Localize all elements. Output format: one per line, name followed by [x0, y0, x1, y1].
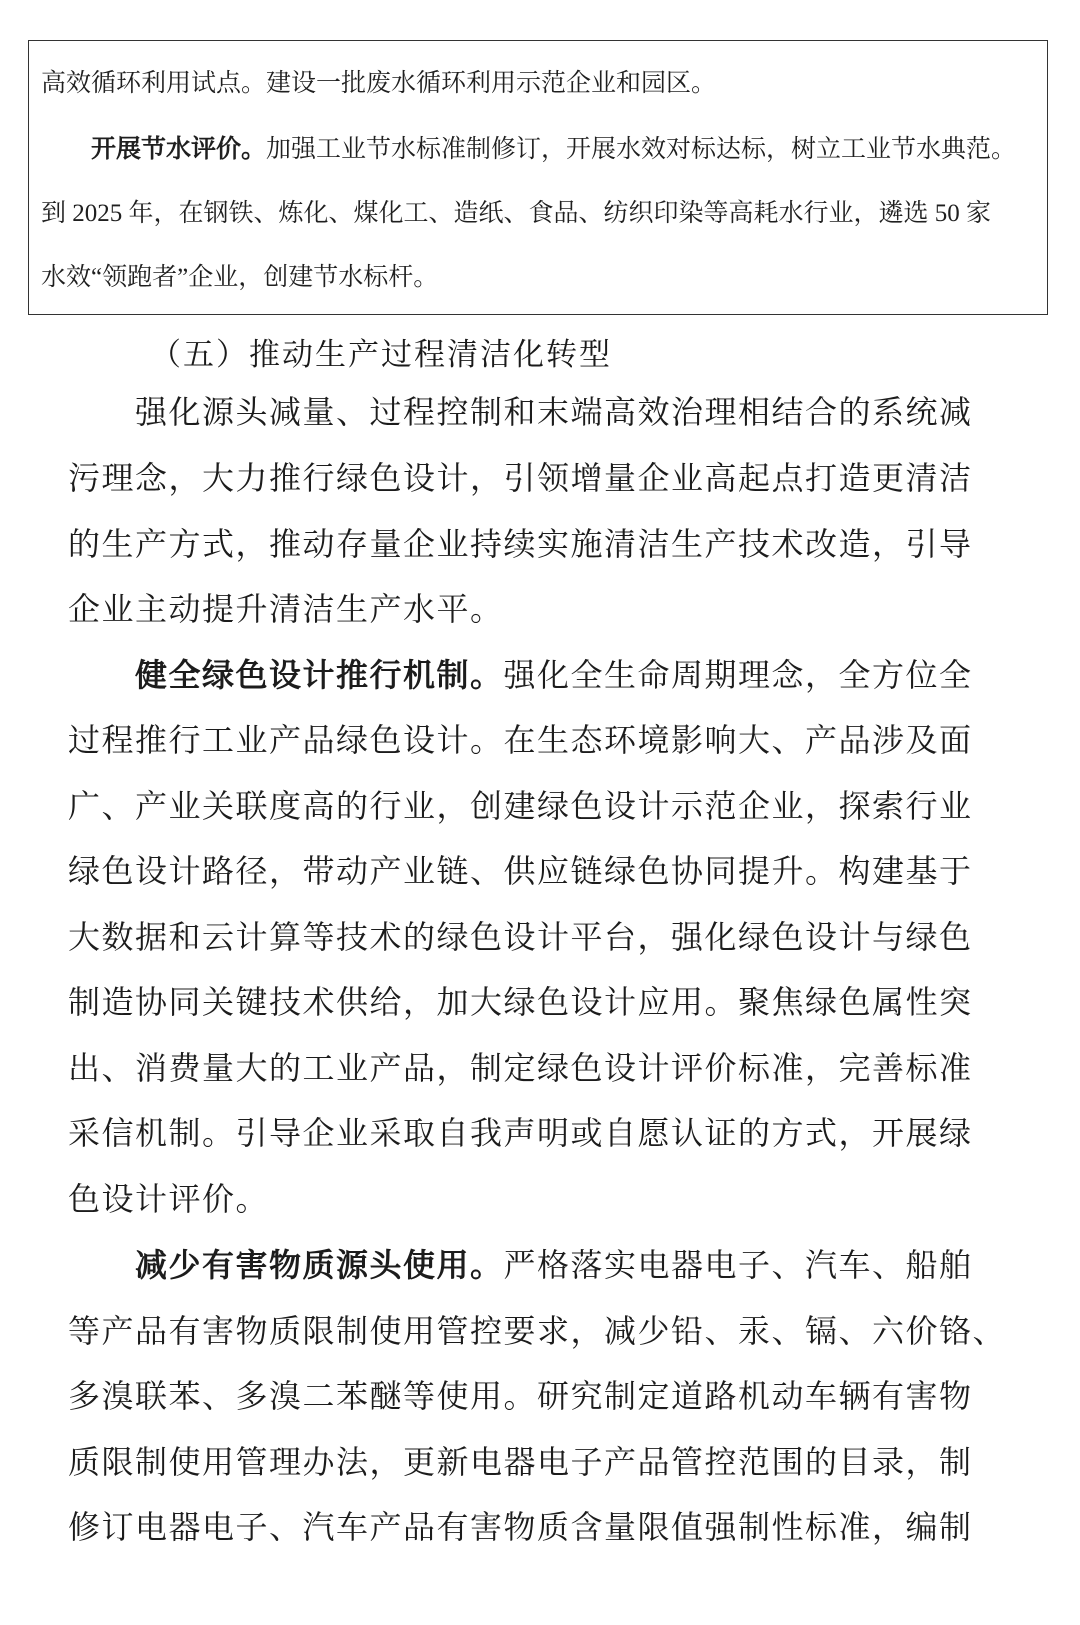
body-line: 等产品有害物质限制使用管控要求，减少铅、汞、镉、六价铬、 — [68, 1312, 1007, 1350]
body-line: 修订电器电子、汽车产品有害物质含量限值强制性标准，编制 — [68, 1508, 973, 1546]
body-line: 制造协同关键技术供给，加大绿色设计应用。聚焦绿色属性突 — [68, 983, 973, 1021]
box-para-first-line — [91, 135, 1016, 165]
box-line: 加强工业节水标准制修订，开展水效对标达标，树立工业节水典范。 — [266, 136, 1017, 163]
para-first-line — [135, 1243, 973, 1287]
boxed-note — [28, 40, 1048, 315]
body-line: 采信机制。引导企业采取自我声明或自愿认证的方式，开展绿 — [68, 1114, 973, 1152]
body-line: 企业主动提升清洁生产水平。 — [68, 590, 504, 628]
body-line: 污理念，大力推行绿色设计，引领增量企业高起点打造更清洁 — [68, 459, 973, 497]
body-line: 过程推行工业产品绿色设计。在生态环境影响大、产品涉及面 — [68, 721, 973, 759]
para-heading: 减少有害物质源头使用。 — [135, 1246, 504, 1284]
box-line: 水效“领跑者”企业，创建节水标杆。 — [41, 264, 439, 291]
body-line: 广、产业关联度高的行业，创建绿色设计示范企业，探索行业 — [68, 787, 973, 825]
body-line: 质限制使用管理办法，更新电器电子产品管控范围的目录，制 — [68, 1443, 973, 1481]
para-first-line — [135, 653, 973, 697]
body-line: 出、消费量大的工业产品，制定绿色设计评价标准，完善标准 — [68, 1049, 973, 1087]
body-text: 强化全生命周期理念，全方位全 — [503, 656, 973, 694]
body-line: 多溴联苯、多溴二苯醚等使用。研究制定道路机动车辆有害物 — [68, 1377, 973, 1415]
box-para-heading: 开展节水评价。 — [91, 136, 267, 163]
section-heading: （五）推动生产过程清洁化转型 — [150, 337, 612, 373]
box-line: 到 2025 年，在钢铁、炼化、煤化工、造纸、食品、纺织印染等高耗水行业，遴选 50 家 — [41, 200, 992, 227]
body-line: 的生产方式，推动存量企业持续实施清洁生产技术改造，引导 — [68, 525, 973, 563]
box-line: 高效循环利用试点。建设一批废水循环利用示范企业和园区。 — [41, 70, 717, 97]
body-line: 大数据和云计算等技术的绿色设计平台，强化绿色设计与绿色 — [68, 918, 973, 956]
para-heading: 健全绿色设计推行机制。 — [135, 656, 504, 694]
body-line: 绿色设计路径，带动产业链、供应链绿色协同提升。构建基于 — [68, 852, 973, 890]
body-line: 色设计评价。 — [68, 1180, 270, 1218]
body-line: 强化源头减量、过程控制和末端高效治理相结合的系统减 — [135, 393, 973, 431]
body-text: 严格落实电器电子、汽车、船舶 — [503, 1246, 973, 1284]
